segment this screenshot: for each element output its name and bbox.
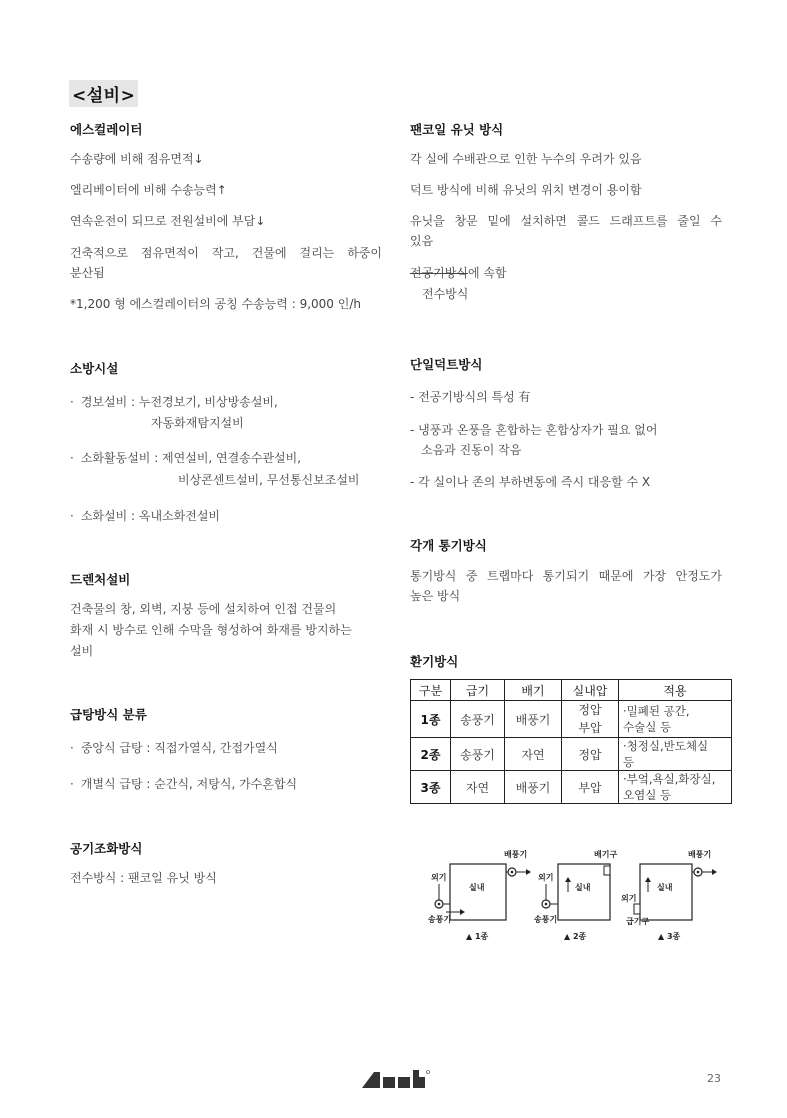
ventilation-heading: 환기방식: [410, 654, 459, 669]
ventilation-table: [410, 679, 732, 804]
individual-vent-line-2: 높은 방식: [410, 589, 461, 603]
table-cell: 2종: [411, 738, 451, 771]
fancoil-line-4: 있음: [410, 234, 434, 248]
table-cell: ·밀폐된 공간, 수술실 등: [619, 701, 732, 738]
table-row: [411, 738, 732, 771]
aircon-line: 전수방식 : 팬코일 유닛 방식: [70, 871, 217, 885]
table-cell: 배풍기: [505, 701, 562, 738]
outside-air-label: 외기: [621, 894, 637, 903]
outside-air-label: 외기: [538, 873, 554, 882]
fire-item-firefighting: · 소화활동설비 : 제연설비, 연결송수관설비,: [70, 448, 301, 468]
supply-port-icon: [634, 904, 640, 914]
table-cell: 3종: [411, 771, 451, 804]
exhaust-fan-label: 배풍기: [504, 850, 528, 859]
hotwater-item-individual: · 개별식 급탕 : 순간식, 저탕식, 가수혼합식: [70, 774, 297, 794]
table-cell: 배풍기: [505, 771, 562, 804]
caption-type-3: ▲ 3종: [658, 932, 681, 941]
exhaust-port-label: 배기구: [594, 850, 618, 859]
supply-fan-label: 송풍기: [428, 915, 452, 924]
fire-heading: 소방시설: [70, 361, 119, 376]
struck-all-air-text: 전공기방식: [410, 266, 468, 280]
ventilation-diagram: [412, 842, 732, 948]
table-header: 실내압: [562, 680, 619, 701]
table-header-row: [411, 680, 732, 701]
individual-vent-line-1: 통기방식 중 트랩마다 통기되기 때문에 가장 안정도가: [410, 569, 722, 583]
single-duct-item-2-cont: 소음과 진동이 작음: [421, 443, 522, 457]
escalator-line-1: 수송량에 비해 점유면적↓: [70, 152, 204, 166]
table-cell: 송풍기: [451, 701, 505, 738]
caption-type-1: ▲ 1종: [466, 932, 489, 941]
table-cell: 정압 부압: [562, 701, 619, 738]
outside-air-label: 외기: [431, 873, 447, 882]
table-header: 급기: [451, 680, 505, 701]
table-cell: 부압: [562, 771, 619, 804]
table-header: 배기: [505, 680, 562, 701]
table-header: 구분: [411, 680, 451, 701]
exhaust-fan-label: 배풍기: [688, 850, 712, 859]
fire-item-firefighting-cont: 비상콘센트설비, 무선통신보조설비: [178, 473, 360, 487]
single-duct-item-1: - 전공기방식의 특성 有: [410, 390, 531, 404]
table-header: 적용: [619, 680, 732, 701]
fancoil-category-line: [410, 263, 507, 283]
hotwater-heading: 급탕방식 분류: [70, 707, 147, 722]
escalator-line-3: 연속운전이 되므로 전원설비에 부담↓: [70, 214, 266, 228]
table-row: [411, 701, 732, 738]
fire-item-extinguish: · 소화설비 : 옥내소화전설비: [70, 506, 220, 526]
table-row: [411, 771, 732, 804]
supply-port-label: 급기구: [626, 917, 650, 926]
drencher-line-3: 설비: [70, 644, 94, 658]
escalator-line-2: 엘리베이터에 비해 수송능력↑: [70, 183, 227, 197]
aircon-heading: 공기조화방식: [70, 841, 143, 856]
section-title: <설비>: [69, 80, 138, 107]
page-number: 23: [707, 1072, 721, 1085]
diagram-type-2: [533, 849, 617, 941]
exhaust-port-icon: [604, 866, 610, 875]
table-cell: ·청정실,반도체실 등: [619, 738, 732, 771]
room-label: 실내: [657, 883, 673, 892]
drencher-heading: 드렌처설비: [70, 572, 131, 587]
escalator-capacity-note: *1,200 형 에스컬레이터의 공칭 수송능력 : 9,000 인/h: [70, 297, 361, 311]
drencher-line-2: 화재 시 방수로 인해 수막을 형성하여 화재를 방지하는: [70, 623, 352, 637]
table-cell: 송풍기: [451, 738, 505, 771]
supply-fan-label: 송풍기: [534, 915, 558, 924]
room-label: 실내: [469, 883, 485, 892]
fancoil-heading: 팬코일 유닛 방식: [410, 122, 504, 137]
diagram-type-3: [621, 849, 717, 941]
single-duct-heading: 단일덕트방식: [410, 357, 483, 372]
single-duct-item-3: - 각 실이나 존의 부하변동에 즉시 대응할 수 X: [410, 475, 651, 489]
diagram-type-1: [427, 849, 531, 941]
category-suffix: 에 속함: [467, 266, 507, 280]
table-cell: 자연: [505, 738, 562, 771]
caption-type-2: ▲ 2종: [564, 932, 587, 941]
drencher-line-1: 건축물의 창, 외벽, 지붕 등에 설치하여 인접 건물의: [70, 602, 337, 616]
escalator-line-4: 건축적으로 점유면적이 작고, 건물에 걸리는 하중이: [70, 246, 382, 260]
room-label: 실내: [575, 883, 591, 892]
escalator-heading: 에스컬레이터: [70, 122, 143, 137]
fire-item-alarm-cont: 자동화재탐지설비: [151, 416, 244, 430]
fancoil-line-2: 덕트 방식에 비해 유닛의 위치 변경이 용이함: [410, 183, 642, 197]
table-cell: 1종: [411, 701, 451, 738]
table-cell: 정압: [562, 738, 619, 771]
single-duct-item-2: - 냉풍과 온풍을 혼합하는 혼합상자가 필요 없어: [410, 423, 658, 437]
fancoil-line-3: 유닛을 창문 밑에 설치하면 콜드 드래프트를 줄일 수: [410, 214, 722, 228]
individual-vent-heading: 각개 통기방식: [410, 538, 487, 553]
fire-item-alarm: · 경보설비 : 누전경보기, 비상방송설비,: [70, 392, 278, 412]
hotwater-item-central: · 중앙식 급탕 : 직접가열식, 간접가열식: [70, 738, 278, 758]
publisher-logo-icon: [360, 1068, 432, 1090]
fancoil-note: 전수방식: [422, 287, 469, 301]
fancoil-line-1: 각 실에 수배관으로 인한 누수의 우려가 있음: [410, 152, 642, 166]
table-cell: 자연: [451, 771, 505, 804]
escalator-line-5: 분산됨: [70, 266, 105, 280]
table-cell: ·부엌,욕실,화장실, 오염실 등: [619, 771, 732, 804]
